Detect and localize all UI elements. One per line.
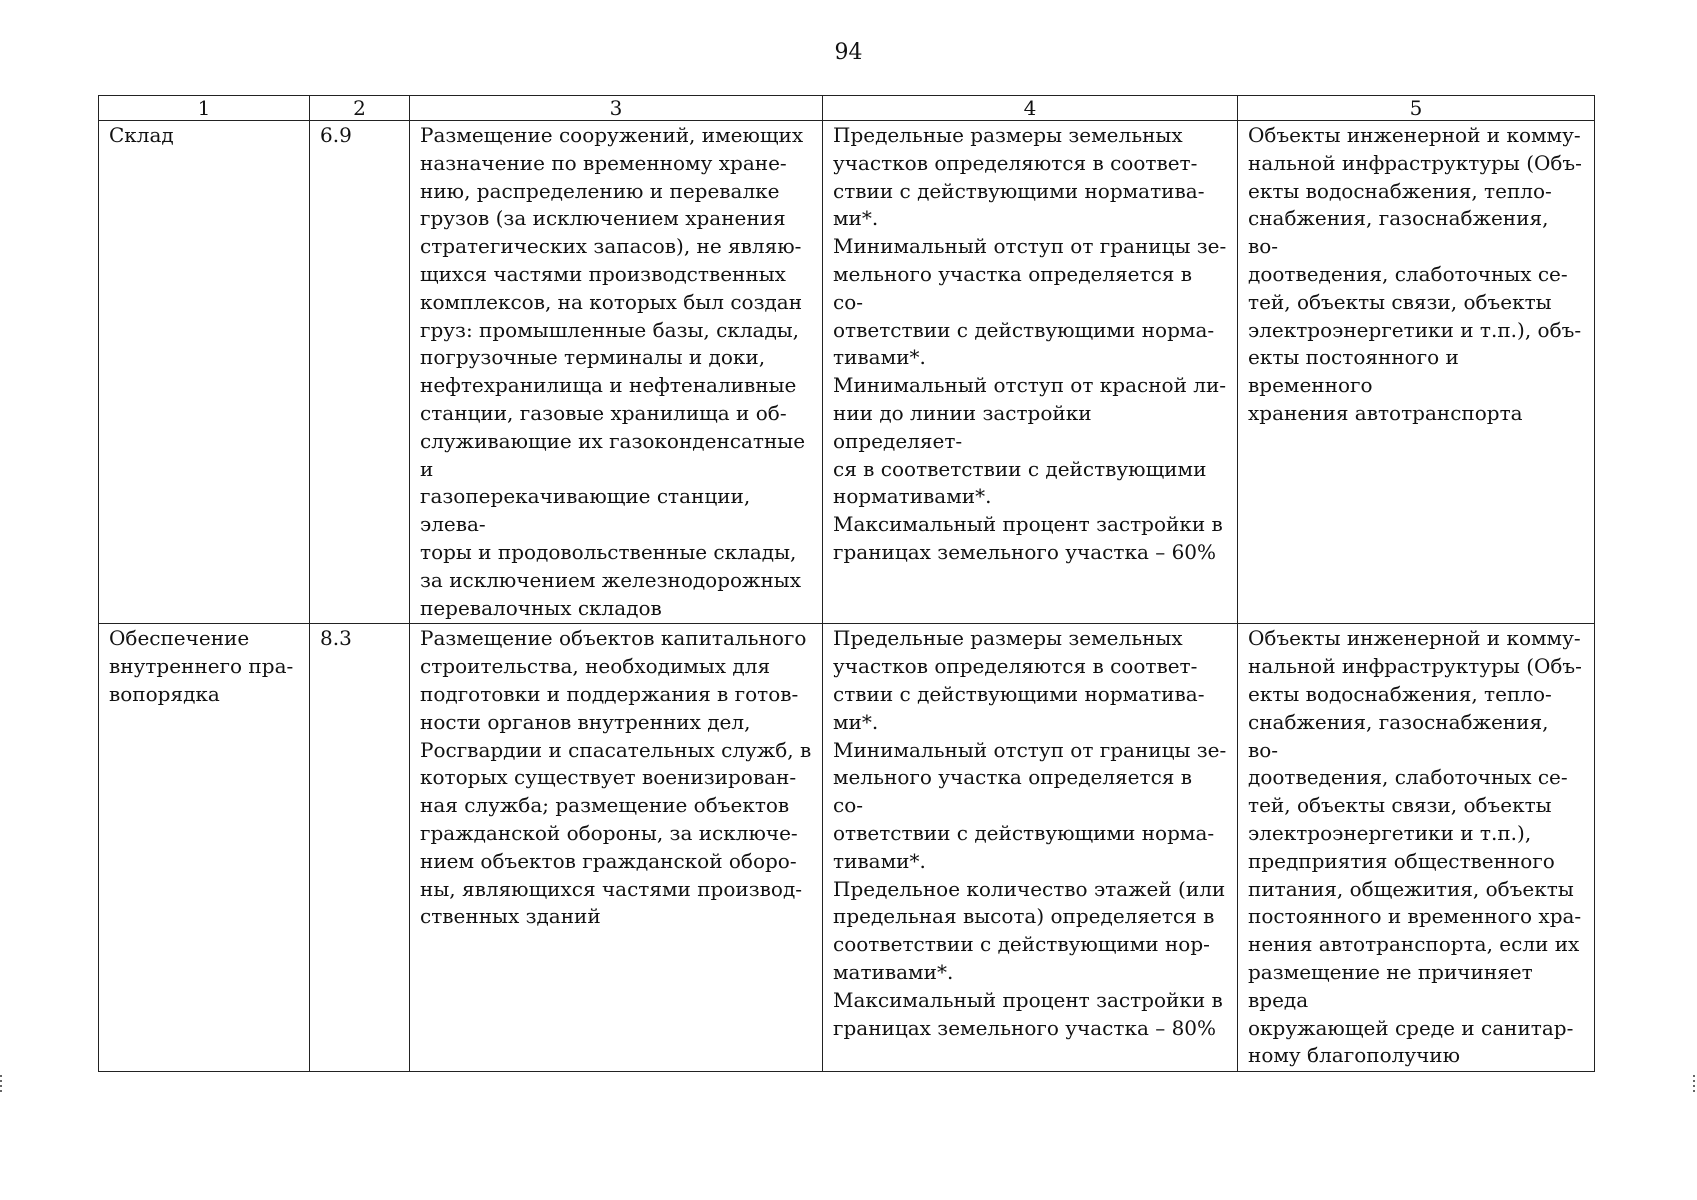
column-header-1: 1 bbox=[99, 96, 310, 121]
use-parameters: Предельные размеры земельных участков определяются в соответ- ствии с действующими норматива- ми*. Минимальный отступ от границы зе- мельного участка определяется в со- ответствии с действующими норма- тивами*. Минимальный отступ от красной ли- нии до линии застройки определяет- ся в соответствии с действующими нормативами*. Максимальный процент застройки в границах земельного участка – 60% bbox=[833, 123, 1227, 564]
land-use-table bbox=[98, 95, 1595, 1072]
use-name: Склад bbox=[109, 123, 174, 147]
use-code: 8.3 bbox=[320, 626, 352, 651]
table-row bbox=[99, 624, 1595, 1072]
use-parameters: Предельные размеры земельных участков определяются в соответ- ствии с действующими норматива- ми*. Минимальный отступ от границы зе- мельного участка определяется в со- ответствии с действующими норма- тивами*. Предельное количество этажей (или предельная высота) определяется в соответствии с действующими нор- мативами*. Максимальный процент застройки в границах земельного участка – 80% bbox=[833, 626, 1227, 1040]
use-parameters-cell bbox=[823, 624, 1238, 1072]
auxiliary-uses-cell bbox=[1238, 121, 1595, 624]
use-parameters-cell bbox=[823, 121, 1238, 624]
use-description-cell bbox=[410, 121, 823, 624]
use-name-cell bbox=[99, 624, 310, 1072]
column-header-2: 2 bbox=[310, 96, 410, 121]
auxiliary-uses-cell bbox=[1238, 624, 1595, 1072]
use-description: Размещение объектов капитального строительства, необходимых для подготовки и поддержания в готов- ности органов внутренних дел, Росгвардии и спасательных служб, в которых существует военизирован- ная служба; размещение объектов гражданской обороны, за исключе- нием объектов гражданской оборо- ны, являющихся частями производ- ственных зданий bbox=[420, 626, 812, 929]
right-edge-mark bbox=[1693, 1075, 1695, 1095]
column-header-3: 3 bbox=[410, 96, 823, 121]
column-header-5: 5 bbox=[1238, 96, 1595, 121]
use-name-cell bbox=[99, 121, 310, 624]
table-header-row bbox=[99, 96, 1595, 121]
use-description-cell bbox=[410, 624, 823, 1072]
use-name: Обеспечение внутреннего пра- вопорядка bbox=[109, 626, 294, 706]
use-description: Размещение сооружений, имеющих назначение по временному хране- нию, распределению и перевалке грузов (за исключением хранения стратегических запасов), не являю- щихся частями производственных комплексов, на которых был создан груз: промышленные базы, склады, погрузочные терминалы и доки, нефтехранилища и нефтеналивные станции, газовые хранилища и об- служивающие их газоконденсатные и газоперекачивающие станции, элева- торы и продовольственные склады, за исключением железнодорожных перевалочных складов bbox=[420, 123, 806, 620]
use-code: 6.9 bbox=[320, 123, 352, 147]
use-code-cell bbox=[310, 121, 410, 624]
page-number: 94 bbox=[834, 40, 863, 65]
left-edge-mark bbox=[0, 1075, 2, 1095]
column-header-4: 4 bbox=[823, 96, 1238, 121]
table-row bbox=[99, 121, 1595, 624]
use-code-cell bbox=[310, 624, 410, 1072]
auxiliary-uses: Объекты инженерной и комму- нальной инфраструктуры (Объ- екты водоснабжения, тепло- снабжения, газоснабжения, во- доотведения, слаботочных се- тей, объекты связи, объекты электроэнергетики и т.п.), объ- екты постоянного и временного хранения автотранспорта bbox=[1248, 123, 1582, 425]
auxiliary-uses: Объекты инженерной и комму- нальной инфраструктуры (Объ- екты водоснабжения, тепло- снабжения, газоснабжения, во- доотведения, слаботочных се- тей, объекты связи, объекты электроэнергетики и т.п.), предприятия общественного питания, общежития, объекты постоянного и временного хра- нения автотранспорта, если их размещение не причиняет вреда окружающей среде и санитар- ному благополучию bbox=[1248, 626, 1582, 1068]
